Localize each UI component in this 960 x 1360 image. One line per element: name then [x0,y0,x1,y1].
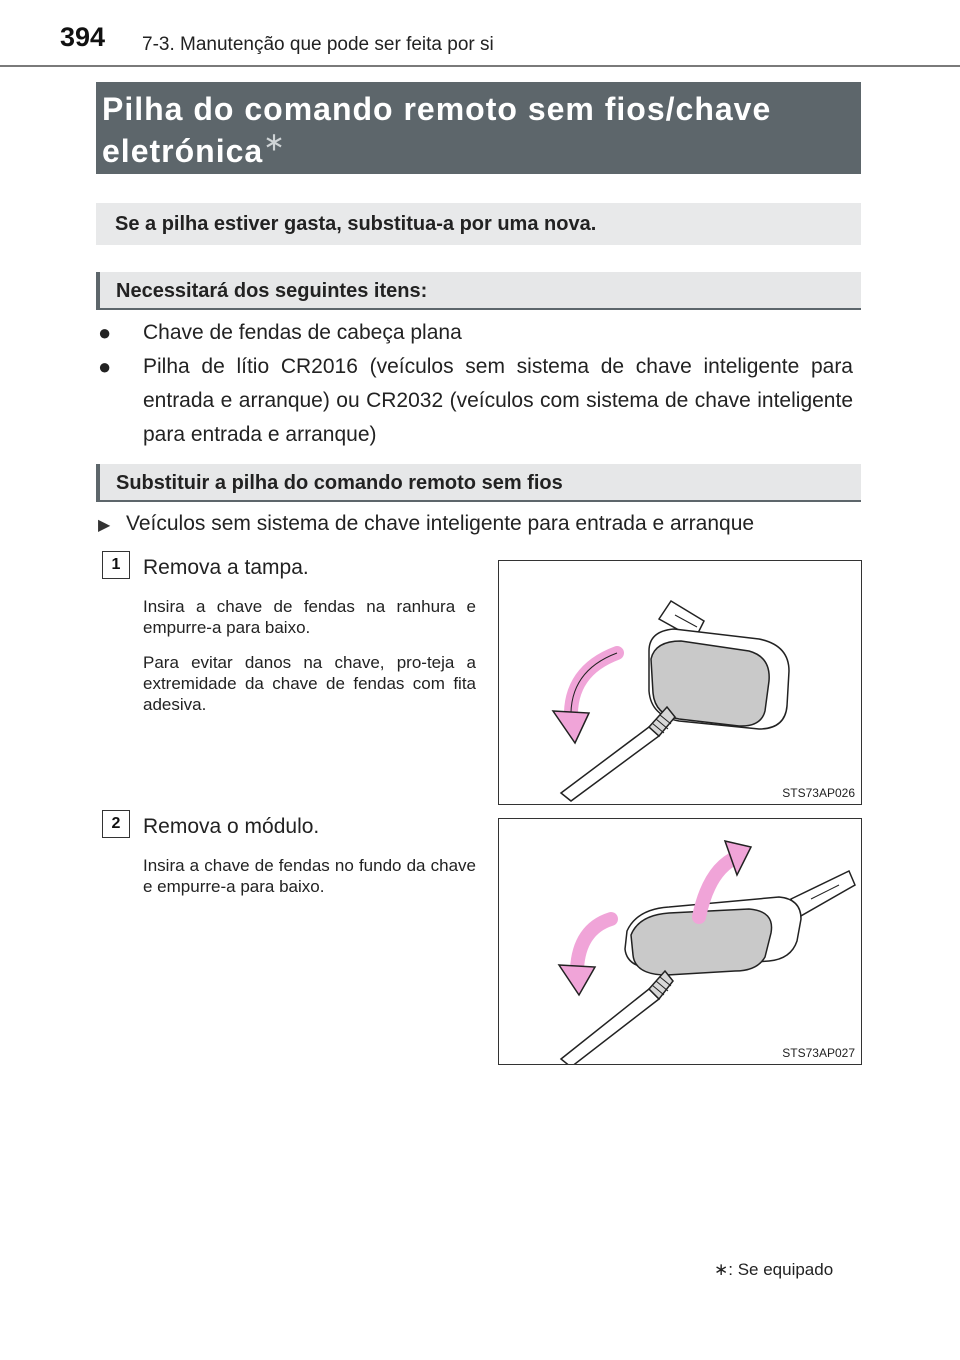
vehicle-type-line [98,512,754,536]
bullet-icon: ● [98,320,112,345]
section-heading-text: Substituir a pilha do comando remoto sem fios [116,472,563,494]
section-heading-needed [96,272,861,310]
footnote [714,1260,833,1280]
key-module-illustration [499,819,861,1064]
key-cover-illustration [499,561,861,804]
list-item [98,316,858,350]
figure-remove-module [498,818,862,1065]
vehicle-type-text: Veículos sem sistema de chave inteligente para entrada e arranque [126,512,755,535]
figure-code: STS73AP026 [782,786,855,800]
figure-remove-cover [498,560,862,805]
bullet-icon: ● [98,354,112,379]
step-number-2: 2 [102,810,130,838]
step-note: Para evitar danos na chave, pro-teja a extremidade da chave de fendas com fita adesiva. [143,653,476,714]
equipped-mark: ∗ [714,1260,729,1279]
step-number-1: 1 [102,551,130,579]
step-note: Insira a chave de fendas no fundo da chave e empurre-a para baixo. [143,856,476,896]
equipped-mark: ∗ [263,126,286,157]
list-item [98,350,858,452]
step-note: Insira a chave de fendas na ranhura e empurre-a para baixo. [143,597,476,637]
step-title-2: Remova o módulo. [143,815,320,838]
header-divider [0,65,960,67]
intro-text: Se a pilha estiver gasta, substitua-a por uma nova. [115,213,597,235]
list-item-text: Chave de fendas de cabeça plana [143,321,462,344]
step-title-1: Remova a tampa. [143,556,309,579]
running-header: 7-3. Manutenção que pode ser feita por si [142,34,494,55]
page-title-banner [96,82,861,174]
intro-banner [96,203,861,245]
page-number: 394 [60,22,106,52]
figure-code: STS73AP027 [782,1046,855,1060]
triangle-right-icon: ▶ [98,517,111,534]
section-heading-replace [96,464,861,502]
section-heading-text: Necessitará dos seguintes itens: [116,280,428,302]
list-item-text: Pilha de lítio CR2016 (veículos sem sistema de chave inteligente para entrada e arranque) ou CR2032 (veículos com sistema de chave inteligente para entrada e arranque) [143,355,853,446]
footnote-text: : Se equipado [728,1260,834,1279]
page-title: Pilha do comando remoto sem fios/chave eletrónica∗ [102,91,772,169]
